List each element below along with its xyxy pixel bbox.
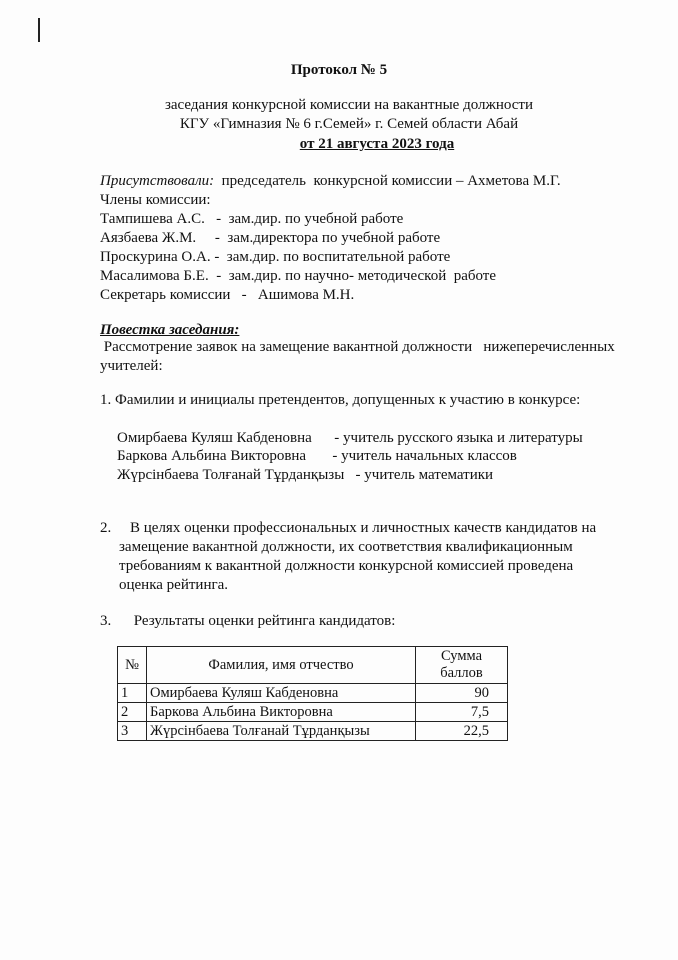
row-name: Баркова Альбина Викторовна bbox=[147, 703, 416, 722]
row-score: 90 bbox=[416, 684, 508, 703]
members-label: Члены комиссии: bbox=[100, 192, 211, 208]
table-row bbox=[118, 722, 508, 741]
item2-line1: 2. В целях оценки профессиональных и личностных качеств кандидатов на bbox=[100, 520, 597, 536]
header-name: Фамилия, имя отчество bbox=[147, 647, 416, 684]
row-score: 22,5 bbox=[416, 722, 508, 741]
candidate-line: Баркова Альбина Викторовна - учитель начальных классов bbox=[117, 448, 517, 464]
scan-edge-mark bbox=[38, 18, 40, 42]
agenda-label: Повестка заседания: bbox=[100, 322, 240, 338]
agenda-text-line1: Рассмотрение заявок на замещение вакантной должности нижеперечисленных bbox=[100, 339, 615, 355]
rating-table bbox=[117, 646, 508, 741]
document-title: Протокол № 5 bbox=[290, 62, 388, 78]
row-score: 7,5 bbox=[416, 703, 508, 722]
member-line: Тампишева А.С. - зам.дир. по учебной работе bbox=[100, 211, 404, 227]
member-line: Аязбаева Ж.М. - зам.директора по учебной работе bbox=[100, 230, 441, 246]
row-number: 1 bbox=[118, 684, 147, 703]
chair-text: председатель конкурсной комиссии – Ахметова М.Г. bbox=[214, 173, 561, 189]
item3-text: 3. Результаты оценки рейтинга кандидатов: bbox=[100, 613, 396, 629]
item1-text: 1. Фамилии и инициалы претендентов, допущенных к участию в конкурсе: bbox=[100, 392, 581, 408]
row-name: Омирбаева Куляш Кабденовна bbox=[147, 684, 416, 703]
table-header-row bbox=[118, 647, 508, 684]
header-score: Сумма баллов bbox=[416, 647, 508, 684]
agenda-text-line2: учителей: bbox=[100, 358, 163, 374]
document-subtitle-line2: КГУ «Гимназия № 6 г.Семей» г. Семей области Абай bbox=[179, 116, 519, 132]
item2-line4: оценка рейтинга. bbox=[119, 577, 229, 593]
member-line: Масалимова Б.Е. - зам.дир. по научно- методической работе bbox=[100, 268, 497, 284]
candidate-line: Жүрсінбаева Толғанай Тұрданқызы - учитель математики bbox=[117, 467, 494, 483]
secretary-line: Секретарь комиссии - Ашимова М.Н. bbox=[100, 287, 355, 303]
document-subtitle-line1: заседания конкурсной комиссии на вакантные должности bbox=[164, 97, 534, 113]
item2-line3: требованиям к вакантной должности конкурсной комиссией проведена bbox=[119, 558, 574, 574]
document-date: от 21 августа 2023 года bbox=[299, 136, 455, 152]
member-line: Проскурина О.А. - зам.дир. по воспитательной работе bbox=[100, 249, 451, 265]
item2-line2: замещение вакантной должности, их соответствия квалификационным bbox=[119, 539, 573, 555]
table-row bbox=[118, 684, 508, 703]
header-number: № bbox=[118, 647, 147, 684]
row-name: Жүрсінбаева Толғанай Тұрданқызы bbox=[147, 722, 416, 741]
row-number: 2 bbox=[118, 703, 147, 722]
attendance-line bbox=[100, 173, 561, 190]
candidate-line: Омирбаева Куляш Кабденовна - учитель русского языка и литературы bbox=[117, 430, 583, 446]
table-row bbox=[118, 703, 508, 722]
row-number: 3 bbox=[118, 722, 147, 741]
attendance-label: Присутствовали: bbox=[100, 173, 215, 189]
